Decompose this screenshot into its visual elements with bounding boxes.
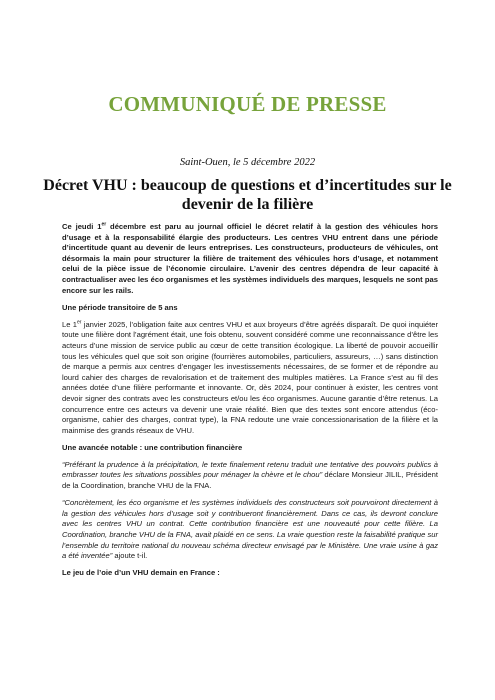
paragraph-transition	[62, 320, 438, 437]
paragraph-quote-1	[62, 460, 438, 492]
section-heading-transition: Une période transitoire de 5 ans	[62, 302, 178, 312]
page-title: COMMUNIQUÉ DE PRESSE	[108, 92, 387, 116]
lead-text-rest: décembre est paru au journal officiel le décret relatif à la gestion des véhicules hors d’usage et à la responsabilité élargie des producteurs. Les centres VHU entrent dans une période d’incertitude quant au devenir de leurs entreprises. Les constructeurs, producteurs de véhicules, ont désormais la main pour structurer la filière de traitement des véhicules hors d’usage, et notamment celui de la pièce issue de l’économie circulaire. L’avenir des centres dépendra de leur capacité à contractualiser avec les éco organismes et les systèmes individuels des marques, lesquels ne sont pas encore sur les rails.	[62, 222, 438, 295]
quote-1: “Préférant la prudence à la précipitation, le texte finalement retenu traduit une tentative des pouvoirs publics à embrasser toutes les situations possibles pour ménager la chèvre et le chou”	[62, 459, 438, 480]
quote-2-attribution: ajoute t-il.	[112, 551, 148, 561]
transition-text-start: Le 1	[62, 319, 77, 329]
article-body	[62, 222, 438, 585]
lead-paragraph	[62, 222, 438, 296]
section-heading-jeu-de-loie: Le jeu de l’oie d’un VHU demain en France :	[62, 568, 220, 578]
transition-text-rest: janvier 2025, l’obligation faite aux centres VHU et aux broyeurs d’être agréés disparaît. De quoi inquiéter toute une filière dont l’agrément était, une fois obtenu, souvent considéré comme une reconnaissance d’être les acteurs d’une mission de service public au cœur de cette transition écologique. La liberté de pouvoir accueillir tous les véhicules quel que soit son origine (fourrières automobiles, particuliers, assureurs, …) sans distinction de marque a permis aux centres d’engager les investissements nécessaires, de se former et de répondre au lourd cahier des charges de revalorisation et de traitement des multiples matières. La France s’est au fil des années dotée d’une filière performante et innovante. Or, dès 2024, pour continuer à exister, les centres vont devoir signer des contrats avec les constructeurs et/ou les éco organismes. Aucune garantie d’être retenus. La concurrence entre ces acteurs va devenir une vraie réalité. Bien que des textes sont encore attendus (éco-organisme, cahier des charges, contrat type), la FNA redoute une vraie concessionarisation de la filière et la mainmise des grands réseaux de VHU.	[62, 319, 438, 435]
lead-ordinal: er	[101, 221, 107, 228]
lead-text-start: Ce jeudi 1	[62, 222, 102, 231]
section-heading-contribution: Une avancée notable : une contribution financière	[62, 442, 243, 452]
transition-ordinal: er	[76, 319, 82, 326]
paragraph-quote-2	[62, 498, 438, 562]
headline: Décret VHU : beaucoup de questions et d’incertitudes sur le devenir de la filière	[43, 177, 452, 213]
quote-1-attribution: déclare Monsieur JILIL, Président de la Coordination, branche VHU de la FNA.	[62, 470, 438, 491]
dateline: Saint-Ouen, le 5 décembre 2022	[179, 157, 316, 168]
quote-2: “Concrètement, les éco organisme et les systèmes individuels des constructeurs soit pourvoiront directement à la gestion des véhicules hors d’usage soit y contribueront financièrement. Dans ce cas, ils devront conclure avec les centres VHU un contrat. Cette contribution financière est une nouveauté pour cette filière. La Coordination, branche VHU de la FNA, avait plaidé en ce sens. La vraie question reste la faisabilité pratique sur l’ensemble du territoire national du nouveau schéma directeur envisagé par le Ministère. Une vraie usine à gaz a été inventée”	[62, 498, 438, 561]
